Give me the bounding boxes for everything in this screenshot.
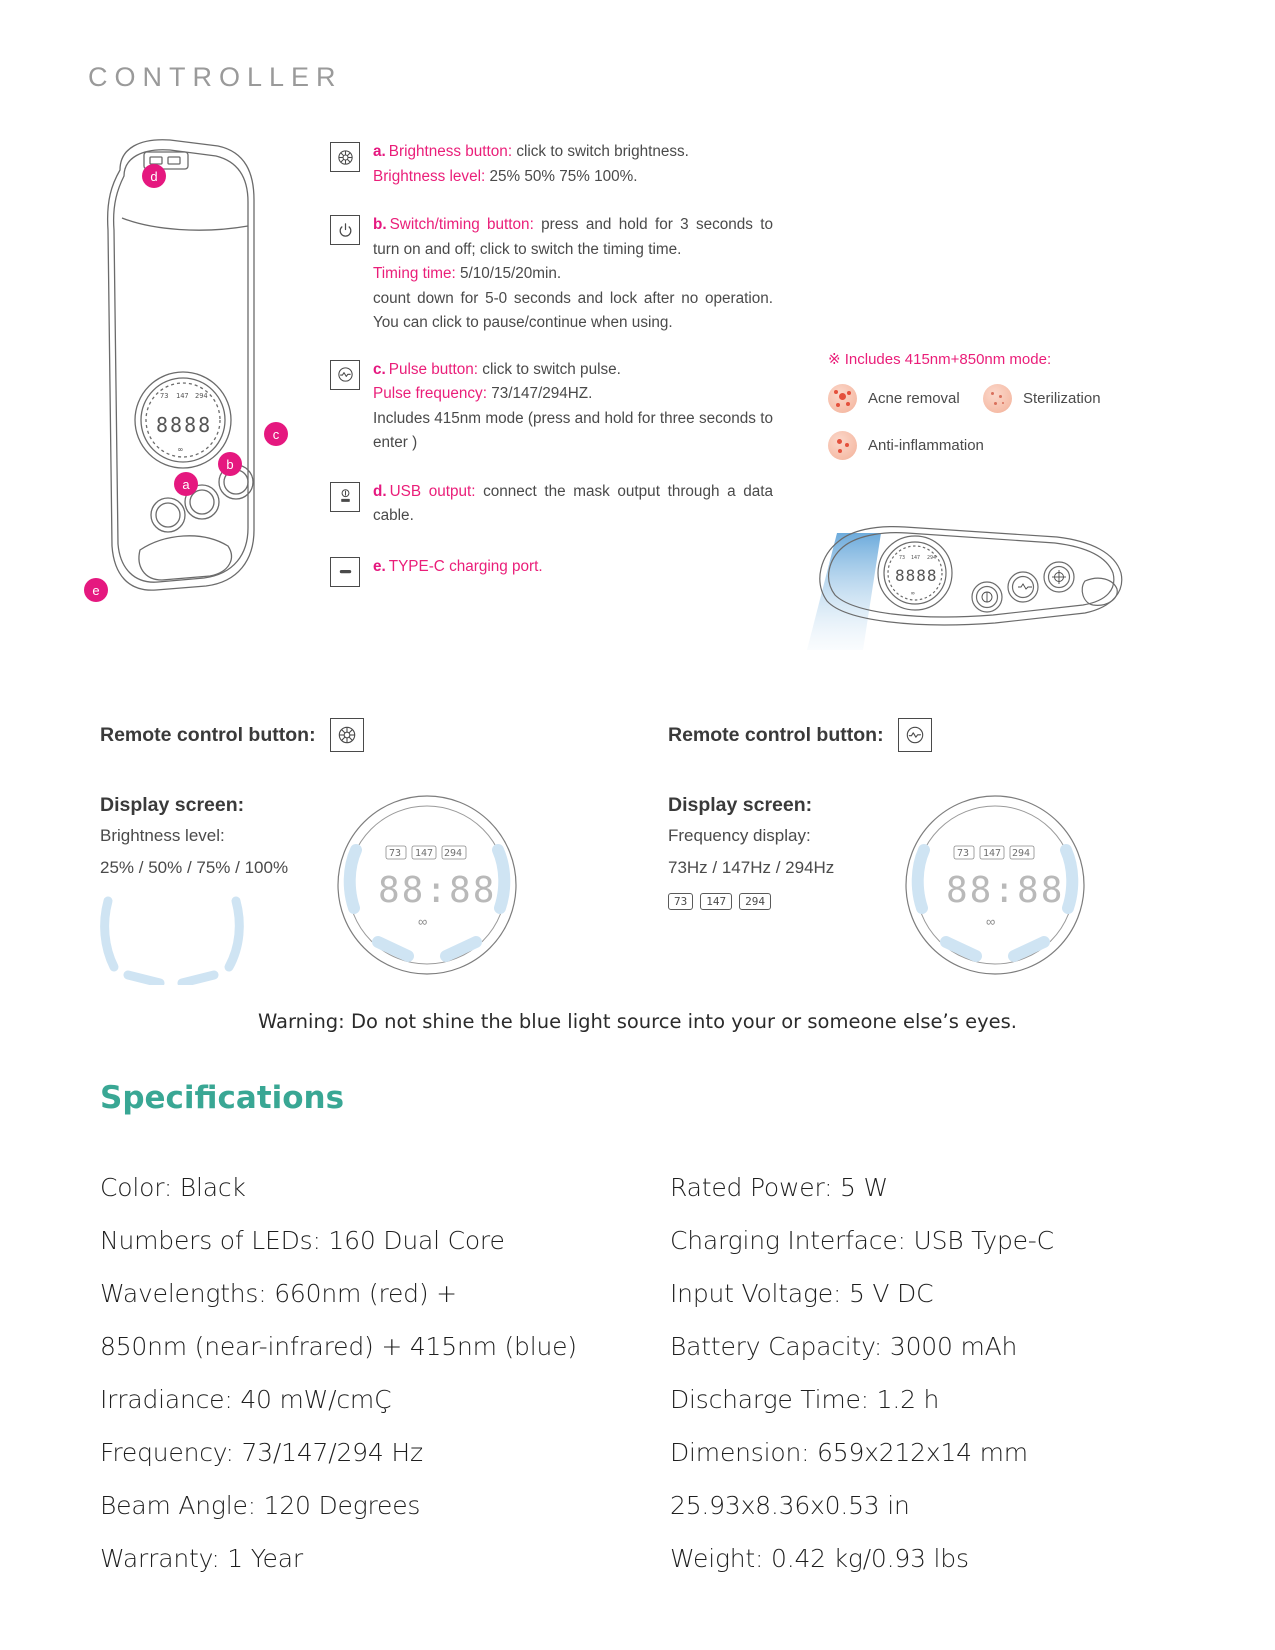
instruction-body-c-1: click to switch pulse. [478,360,621,378]
svg-text:∞: ∞ [911,590,915,597]
controller-outline-svg [78,130,318,620]
pulse-icon [330,360,360,390]
power-icon [330,215,360,245]
instruction-text-c [373,358,773,456]
specifications-columns [100,1165,1175,1589]
svg-text:88:88: 88:88 [378,870,497,911]
svg-text:294: 294 [195,392,208,400]
callout-d: d [142,164,166,188]
instruction-label-b-2: Timing time: [373,265,456,282]
instruction-label-a-2: Brightness level: [373,167,486,185]
instruction-label-d-1: USB output: [389,482,476,500]
remote-left-line-1: Brightness level: [100,826,225,845]
svg-text:73: 73 [160,392,169,400]
instruction-body-b-3: count down for 5-0 seconds and lock after no operation. You can click to pause/continue when using. [373,289,773,331]
instruction-row-d [330,480,780,529]
usb-output-icon [330,482,360,512]
instruction-row-e [330,555,780,587]
frequency-chip-73: 73 [668,893,693,910]
spec-item: Numbers of LEDs: 160 Dual Core [100,1226,505,1255]
display-dial-frequency [900,790,1090,980]
svg-text:8888: 8888 [156,413,213,437]
remote-right-line-2: 73Hz / 147Hz / 294Hz [668,858,835,877]
svg-text:294: 294 [1012,848,1031,859]
spec-item: Discharge Time: 1.2 h [670,1385,940,1414]
type-c-port-icon [330,557,360,587]
spec-item: Rated Power: 5 W [670,1173,889,1202]
brightness-arc-legend [98,895,258,985]
svg-text:∞: ∞ [418,914,428,929]
instruction-label-e-1: TYPE-C charging port. [388,557,543,575]
instruction-letter-c: c. [373,360,386,378]
svg-text:294: 294 [444,848,463,859]
instruction-text-a [373,140,689,189]
instruction-row-b [330,213,780,336]
svg-text:147: 147 [176,392,189,400]
spec-item: Input Voltage: 5 V DC [670,1279,934,1308]
spec-item: Wavelengths: 660nm (red) + [100,1279,457,1308]
instruction-row-a [330,140,780,189]
instruction-body-d-1: connect the mask output through a data cable. [373,482,774,524]
instruction-label-b-1: Switch/timing button: [389,216,534,233]
remote-left-heading: Remote control button: [100,723,316,746]
spec-item: Warranty: 1 Year [100,1544,303,1573]
specifications-column-right [670,1165,1175,1589]
callout-e: e [84,578,108,602]
remote-left-subheading: Display screen: [100,794,245,816]
spec-item: Beam Angle: 120 Degrees [100,1491,421,1520]
warning-text: Warning: Do not shine the blue light source into your or someone else’s eyes. [258,1010,1017,1033]
callout-c: c [264,422,288,446]
instruction-letter-b: b. [373,216,387,233]
instruction-body-a-1: click to switch brightness. [512,143,689,160]
remote-right-subheading: Display screen: [668,794,813,816]
controller-zoom-svg [795,455,1155,675]
display-dial-svg [332,790,522,980]
svg-text:73: 73 [957,848,970,859]
spec-item: Frequency: 73/147/294 Hz [100,1438,423,1467]
frequency-chip-294: 294 [739,893,771,910]
instruction-letter-a: a. [373,143,386,160]
brightness-icon [330,142,360,172]
instruction-list [330,140,780,602]
instruction-letter-e: e. [373,557,386,575]
remote-right-heading: Remote control button: [668,723,884,746]
instruction-text-d [373,480,773,529]
instruction-text-b [373,213,773,336]
mode-item-label: Sterilization [1023,390,1101,407]
instruction-label-a-1: Brightness button: [388,143,513,160]
spec-item: Color: Black [100,1173,246,1202]
mode-item-acne-removal [828,384,983,413]
pulse-icon [898,718,932,752]
spec-item: 25.93x8.36x0.53 in [670,1491,910,1520]
svg-text:147: 147 [415,848,434,859]
callout-b: b [218,452,242,476]
spec-item: Charging Interface: USB Type-C [670,1226,1054,1255]
instruction-body-c-3: Includes 415nm mode (press and hold for three seconds to enter ) [373,409,773,451]
remote-left-line-2: 25% / 50% / 75% / 100% [100,858,289,877]
svg-text:73: 73 [389,848,402,859]
frequency-chip-147: 147 [700,893,732,910]
mode-panel-title: ※ Includes 415nm+850nm mode: [828,351,1052,368]
svg-text:∞: ∞ [178,445,183,454]
instruction-row-c [330,358,780,456]
mode-item-sterilization [983,384,1138,413]
remote-left-heading-row [100,718,660,752]
instruction-body-b-2: 5/10/15/20min. [455,265,562,282]
instruction-body-b-1: press and hold for 3 seconds to turn on and off; click to switch the timing time. [373,216,773,258]
svg-text:147: 147 [911,555,921,561]
spec-item: Irradiance: 40 mW/cmÇ [100,1385,392,1414]
display-dial-svg [900,790,1090,980]
instruction-text-e [373,555,543,580]
acne-skin-icon [828,384,857,413]
svg-text:88:88: 88:88 [946,870,1065,911]
display-dial-brightness [332,790,522,980]
svg-text:8888: 8888 [895,566,938,585]
svg-text:294: 294 [927,555,937,561]
instruction-label-c-2: Pulse frequency: [373,385,487,402]
brightness-icon [330,718,364,752]
instruction-label-c-1: Pulse button: [388,360,479,378]
controller-zoom-illustration [795,455,1155,675]
mode-item-label: Acne removal [868,390,960,407]
instruction-letter-d: d. [373,482,387,500]
spec-item: Dimension: 659x212x14 mm [670,1438,1028,1467]
controller-device-illustration [78,130,318,620]
spec-item: Weight: 0.42 kg/0.93 lbs [670,1544,969,1573]
remote-right-heading-row [668,718,1228,752]
callout-a: a [174,472,198,496]
svg-text:147: 147 [983,848,1002,859]
page-title: CONTROLLER [88,62,343,92]
specifications-title: Specifications [100,1080,345,1116]
sterilization-skin-icon [983,384,1012,413]
remote-right-line-1: Frequency display: [668,826,811,845]
svg-text:∞: ∞ [986,914,996,929]
svg-text:73: 73 [899,555,906,561]
instruction-body-a-2: 25% 50% 75% 100%. [485,167,638,185]
mode-item-label: Anti-inflammation [868,437,984,454]
spec-item: 850nm (near-infrared) + 415nm (blue) [100,1332,577,1361]
instruction-body-c-2: 73/147/294HZ. [486,385,593,402]
spec-item: Battery Capacity: 3000 mAh [670,1332,1018,1361]
specifications-column-left [100,1165,670,1589]
